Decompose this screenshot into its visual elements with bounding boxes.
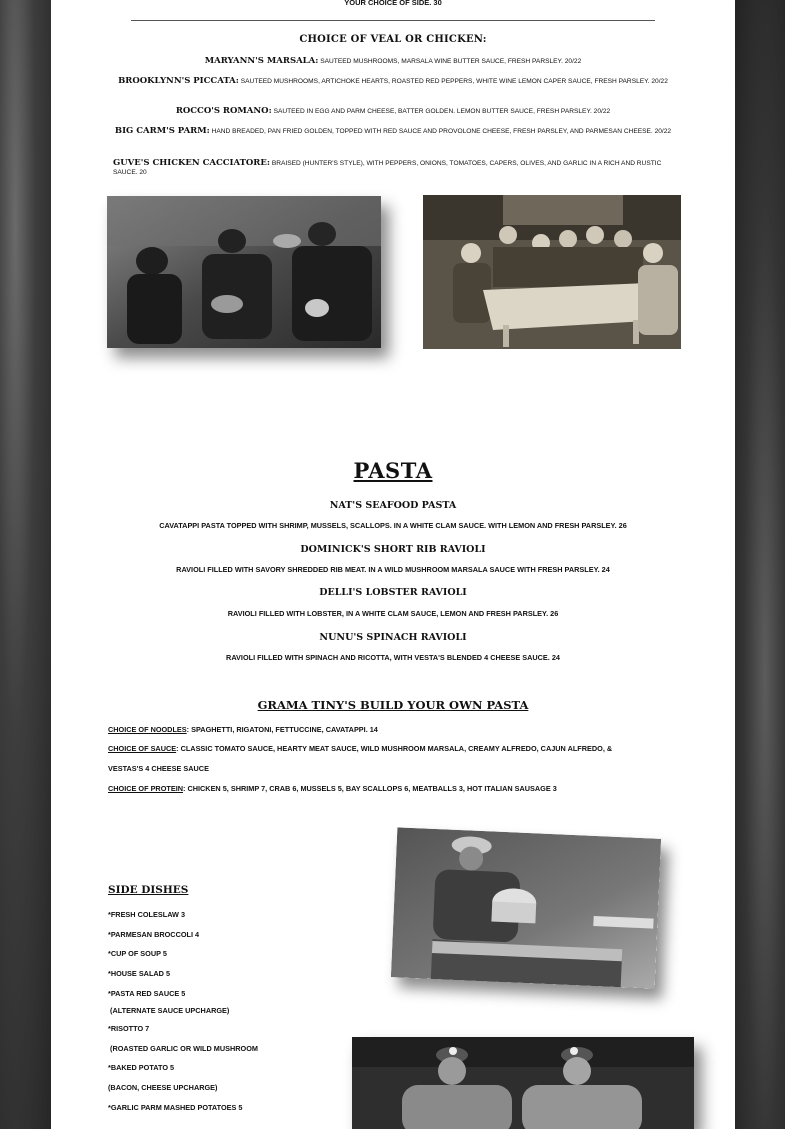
sauce-line-2: VESTAS'S 4 CHEESE SAUCE xyxy=(108,764,209,773)
item-name: ROCCO'S ROMANO: xyxy=(175,106,272,116)
side-item: *HOUSE SALAD 5 xyxy=(108,969,171,978)
two-miners-photo xyxy=(352,1037,694,1129)
protein-label: CHOICE OF PROTEIN xyxy=(108,784,183,793)
background-left xyxy=(0,0,51,1129)
background-right xyxy=(735,0,785,1129)
miners-eating-photo xyxy=(107,196,381,348)
item-desc: BRAISED (HUNTER'S STYLE), WITH PEPPERS, ONIONS, TOMATOES, CAPERS, OLIVES, AND GARLIC IN A RICH AND RUSTIC SAUCE. 20 xyxy=(113,160,662,176)
pasta-title: PASTA xyxy=(353,458,433,483)
miners-table-photo xyxy=(423,195,681,349)
side-dishes-title: SIDE DISHES xyxy=(108,884,189,896)
side-item: *RISOTTO 7 xyxy=(108,1024,150,1033)
build-pasta-title: GRAMA TINY'S BUILD YOUR OWN PASTA xyxy=(257,698,529,712)
menu-item xyxy=(111,107,675,116)
sauce-label: CHOICE OF SAUCE xyxy=(108,744,177,753)
noodles-label: CHOICE OF NOODLES xyxy=(108,725,187,734)
item-desc: SAUTEED MUSHROOMS, ARTICHOKE HEARTS, ROASTED RED PEPPERS, WHITE WINE LEMON CAPER SAUCE, FRESH PARSLEY. 20/22 xyxy=(240,78,668,85)
item-desc: SAUTEED IN EGG AND PARM CHEESE, BATTER GOLDEN. LEMON BUTTER SAUCE, FRESH PARSLEY. 20/22 xyxy=(273,108,611,115)
menu-item xyxy=(111,57,675,66)
noodles-options: : SPAGHETTI, RIGATONI, FETTUCCINE, CAVATAPPI. 14 xyxy=(186,725,378,734)
pasta-item-desc: RAVIOLI FILLED WITH SAVORY SHREDDED RIB MEAT. IN A WILD MUSHROOM MARSALA SAUCE WITH FRESH PARSLEY. 24 xyxy=(176,565,610,574)
menu-item xyxy=(113,159,673,177)
item-name: BIG CARM'S PARM: xyxy=(114,126,210,136)
side-item: *FRESH COLESLAW 3 xyxy=(108,910,186,919)
divider-line xyxy=(131,20,655,21)
noodles-line xyxy=(108,725,378,734)
menu-item xyxy=(111,77,675,86)
side-item: *CUP OF SOUP 5 xyxy=(108,949,167,958)
side-item-note: (ROASTED GARLIC OR WILD MUSHROOM xyxy=(108,1044,258,1053)
sauce-options: : CLASSIC TOMATO SAUCE, HEARTY MEAT SAUCE, WILD MUSHROOM MARSALA, CREAMY ALFREDO, CAJUN ALFREDO, & xyxy=(176,744,613,753)
pasta-item-desc: RAVIOLI FILLED WITH LOBSTER, IN A WHITE CLAM SAUCE, LEMON AND FRESH PARSLEY. 26 xyxy=(227,609,559,618)
side-item: *PASTA RED SAUCE 5 xyxy=(108,989,186,998)
item-desc: HAND BREADED, PAN FRIED GOLDEN, TOPPED WITH RED SAUCE AND PROVOLONE CHEESE, FRESH PARSLEY, AND PARMESAN CHEESE. 20/22 xyxy=(211,128,672,135)
item-desc: SAUTEED MUSHROOMS, MARSALA WINE BUTTER SAUCE, FRESH PARSLEY. 20/22 xyxy=(320,58,582,65)
item-name: MARYANN'S MARSALA: xyxy=(204,56,319,66)
side-item: *GARLIC PARM MASHED POTATOES 5 xyxy=(108,1103,243,1112)
sauce-line xyxy=(108,744,612,753)
side-item: *PARMESAN BROCCOLI 4 xyxy=(108,930,200,939)
menu-page xyxy=(51,0,735,1129)
item-name: BROOKLYNN'S PICCATA: xyxy=(118,76,239,86)
veal-heading: CHOICE OF VEAL OR CHICKEN: xyxy=(299,34,487,45)
side-item-note: (ALTERNATE SAUCE UPCHARGE) xyxy=(108,1006,230,1015)
pasta-item-name: NUNU'S SPINACH RAVIOLI xyxy=(319,632,467,643)
item-name: GUVE'S CHICKEN CACCIATORE: xyxy=(113,158,270,168)
menu-item xyxy=(111,127,675,136)
side-item: *BAKED POTATO 5 xyxy=(108,1063,175,1072)
protein-options: : CHICKEN 5, SHRIMP 7, CRAB 6, MUSSELS 5, BAY SCALLOPS 6, MEATBALLS 3, HOT ITALIAN SAUSAGE 3 xyxy=(183,784,557,793)
protein-line xyxy=(108,784,557,793)
pasta-item-name: DOMINICK'S SHORT RIB RAVIOLI xyxy=(300,544,486,555)
side-item-note: (BACON, CHEESE UPCHARGE) xyxy=(108,1083,218,1092)
pasta-item-name: NAT'S SEAFOOD PASTA xyxy=(329,500,457,511)
top-fragment-text: YOUR CHOICE OF SIDE. 30 xyxy=(344,0,442,7)
pasta-item-desc: CAVATAPPI PASTA TOPPED WITH SHRIMP, MUSSELS, SCALLOPS. IN A WHITE CLAM SAUCE. WITH LEMON AND FRESH PARSLEY. 26 xyxy=(159,521,627,530)
pasta-item-name: DELLI'S LOBSTER RAVIOLI xyxy=(319,587,467,598)
miner-lunch-pail-photo xyxy=(391,827,661,988)
pasta-item-desc: RAVIOLI FILLED WITH SPINACH AND RICOTTA, WITH VESTA'S BLENDED 4 CHEESE SAUCE. 24 xyxy=(226,653,560,662)
